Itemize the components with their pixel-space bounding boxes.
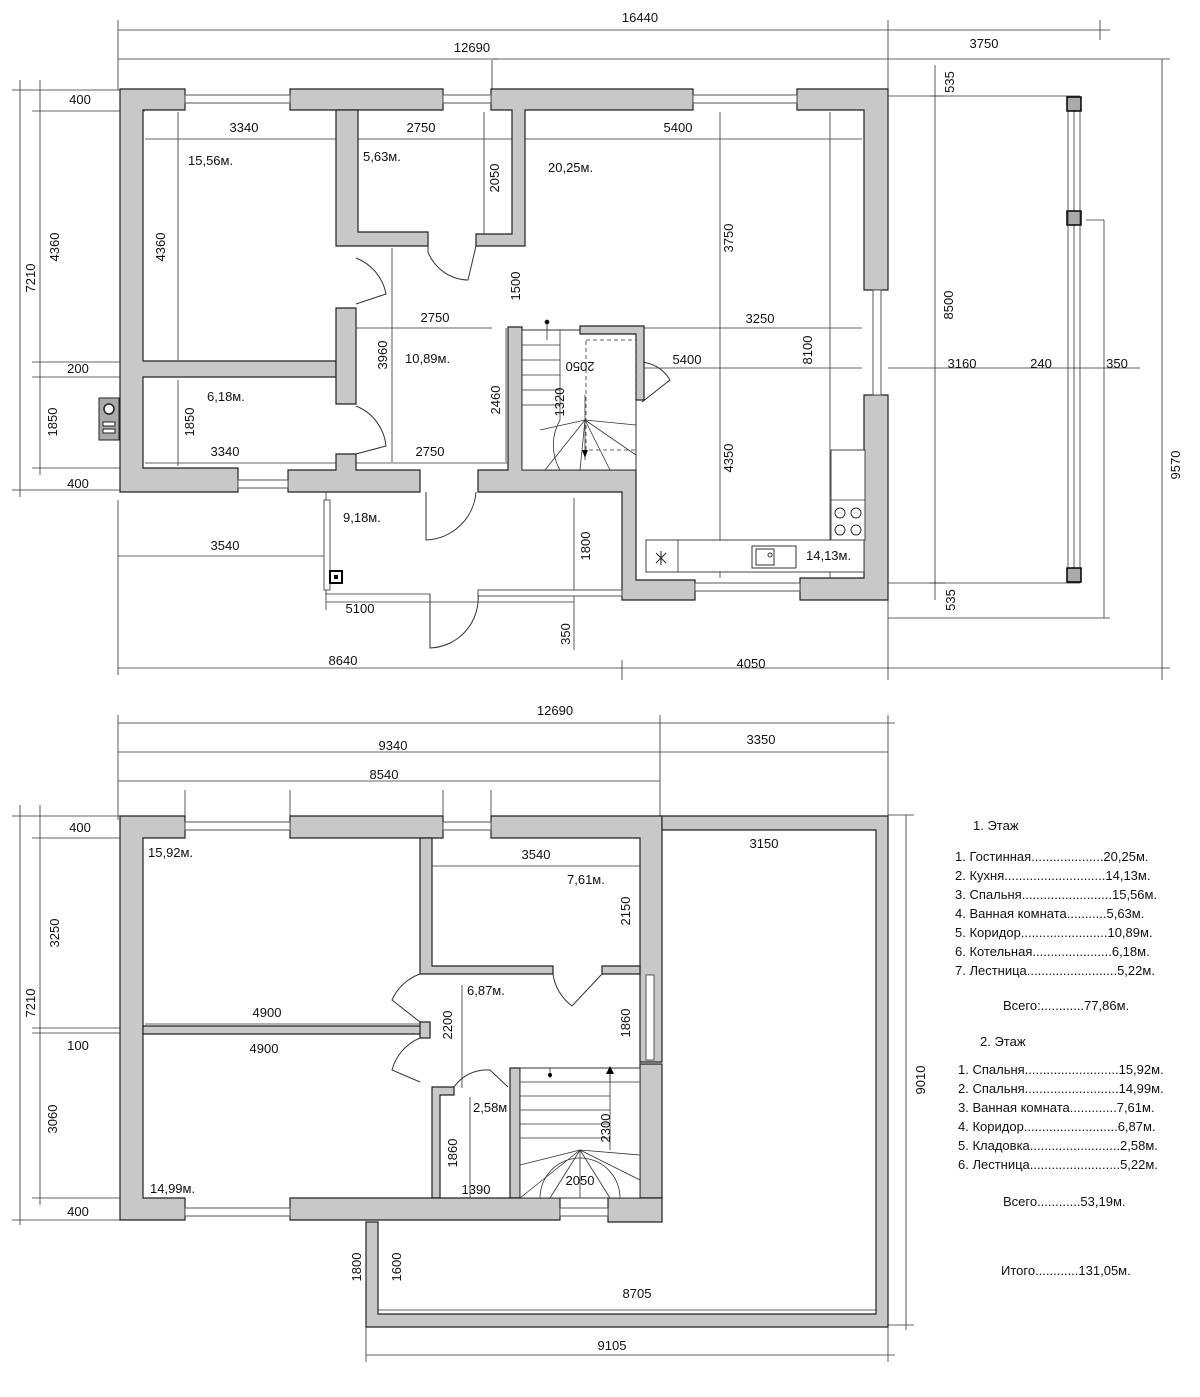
dim-label: 2750: [415, 444, 445, 459]
floor1-walls: [120, 89, 888, 600]
legend-item: 1. Спальня..........................15,92м.: [958, 1062, 1164, 1077]
dim-label: 3250: [745, 311, 775, 326]
dim-label: 2460: [488, 385, 503, 415]
legend-floor1-title: 1. Этаж: [973, 818, 1019, 833]
room-area-kitchen: 14,13м.: [806, 548, 852, 563]
floor1-staircase: [522, 320, 644, 470]
dim-label: 1860: [618, 1008, 633, 1038]
legend-floor1-total: Всего:............77,86м.: [1003, 998, 1130, 1013]
legend-item: 2. Спальня..........................14,99м.: [958, 1081, 1164, 1096]
dim-label: 5100: [345, 601, 375, 616]
dim-label: 400: [67, 1204, 89, 1219]
dim-label: 2200: [440, 1010, 455, 1040]
dim-label: 2050: [487, 163, 502, 193]
dim-label: 8500: [941, 290, 956, 320]
legend-item: 2. Кухня............................14,13м.: [955, 868, 1151, 883]
room-area-living: 20,25м.: [548, 160, 594, 175]
legend-floor2-total: Всего............53,19м.: [1003, 1194, 1126, 1209]
dim-label: 3150: [749, 836, 779, 851]
dim-label: 400: [69, 820, 91, 835]
legend-item: 1. Гостинная....................20,25м.: [955, 849, 1149, 864]
dim-label: 2050: [565, 1173, 595, 1188]
room-area-bedroom-2: 14,99м.: [150, 1181, 196, 1196]
room-area-bath: 5,63м.: [363, 149, 401, 164]
boiler-icon: [99, 398, 119, 440]
dim-label: 4900: [249, 1041, 279, 1056]
dim-label: 2750: [406, 120, 436, 135]
dim-label: 7210: [23, 988, 38, 1018]
dim-label: 9105: [597, 1338, 627, 1353]
legend-item: 6. Лестница.........................5,22м.: [958, 1157, 1158, 1172]
dim-label: 3960: [375, 340, 390, 370]
dim-label: 8100: [800, 335, 815, 365]
dim-label: 400: [69, 92, 91, 107]
room-area-storage: 2,58м: [473, 1100, 508, 1115]
dim-label: 8705: [622, 1286, 652, 1301]
dim-label: 1860: [445, 1138, 460, 1168]
room-area-corridor: 10,89м.: [405, 351, 451, 366]
dim-label: 2750: [420, 310, 450, 325]
dim-label: 3340: [229, 120, 259, 135]
dim-label: 5400: [663, 120, 693, 135]
legend-item: 5. Коридор........................10,89м.: [955, 925, 1153, 940]
dim-label: 4050: [736, 656, 766, 671]
dim-label: 1800: [349, 1252, 364, 1282]
dim-label: 400: [67, 476, 89, 491]
dim-label: 2150: [618, 896, 633, 926]
dim-label: 1800: [578, 531, 593, 561]
dim-label: 3340: [210, 444, 240, 459]
dim-label: 200: [67, 361, 89, 376]
dim-label: 12690: [536, 703, 574, 718]
dim-label: 3250: [47, 918, 62, 948]
legend-item: 3. Ванная комната.............7,61м.: [958, 1100, 1155, 1115]
legend-item: 6. Котельная......................6,18м.: [955, 944, 1150, 959]
dim-label: 240: [1030, 356, 1052, 371]
dim-label: 535: [942, 71, 957, 93]
room-area-bedroom: 15,56м.: [188, 153, 234, 168]
dim-label: 3540: [521, 847, 551, 862]
dim-label: 9010: [913, 1065, 928, 1095]
dim-label: 1390: [461, 1182, 491, 1197]
dim-label: 8540: [369, 767, 399, 782]
dim-label: 3060: [45, 1104, 60, 1134]
dim-label: 16440: [621, 10, 659, 25]
dim-label: 1850: [45, 407, 60, 437]
floor-1-plan: [12, 20, 1170, 680]
room-area-bedroom-1: 15,92м.: [148, 845, 194, 860]
dim-label: 1600: [389, 1252, 404, 1282]
dim-label: 9570: [1168, 450, 1183, 480]
legend-item: 5. Кладовка.........................2,58м.: [958, 1138, 1158, 1153]
dim-label: 3750: [721, 223, 736, 253]
dim-label: 5400: [672, 352, 702, 367]
dim-label: 4350: [721, 443, 736, 473]
floor2-dimension-lines: [12, 715, 914, 1362]
dim-label: 7210: [23, 263, 38, 293]
dim-label: 1500: [508, 271, 523, 301]
dim-label: 4900: [252, 1005, 282, 1020]
dim-label: 12690: [453, 40, 491, 55]
room-area-porch: 9,18м.: [343, 510, 381, 525]
dim-label: 2300: [598, 1113, 613, 1143]
area-legend: [955, 818, 1164, 1278]
legend-grand-total: Итого............131,05м.: [1001, 1263, 1131, 1278]
dim-label: 3750: [969, 36, 999, 51]
legend-item: 3. Спальня.........................15,56м.: [955, 887, 1158, 902]
dim-label: 1850: [182, 407, 197, 437]
dim-label: 2050: [565, 359, 595, 374]
dim-label: 4360: [153, 232, 168, 262]
dim-label: 350: [558, 623, 573, 645]
legend-item: 4. Коридор..........................6,87м.: [958, 1119, 1156, 1134]
dim-label: 1320: [552, 387, 567, 417]
dim-label: 3160: [947, 356, 977, 371]
floor-2-plan: [12, 715, 914, 1362]
dim-label: 100: [67, 1038, 89, 1053]
dim-label: 3350: [746, 732, 776, 747]
floor2-walls: [120, 816, 888, 1327]
room-area-boiler: 6,18м.: [207, 389, 245, 404]
dim-label: 9340: [378, 738, 408, 753]
dim-label: 4360: [47, 232, 62, 262]
dim-label: 8640: [328, 653, 358, 668]
room-area-bath: 7,61м.: [567, 872, 605, 887]
legend-item: 4. Ванная комната...........5,63м.: [955, 906, 1145, 921]
legend-item: 7. Лестница.........................5,22м.: [955, 963, 1155, 978]
dim-label: 350: [1106, 356, 1128, 371]
dim-label: 3540: [210, 538, 240, 553]
room-area-corridor: 6,87м.: [467, 983, 505, 998]
dim-label: 535: [943, 589, 958, 611]
legend-floor2-title: 2. Этаж: [980, 1034, 1026, 1049]
